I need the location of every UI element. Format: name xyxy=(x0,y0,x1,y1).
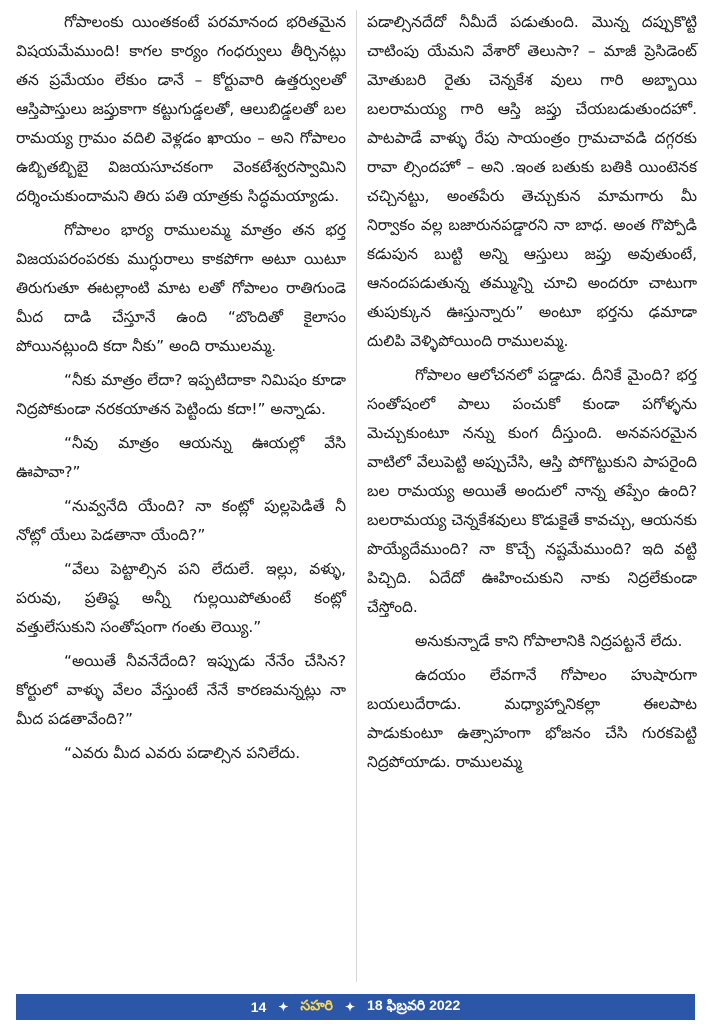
magazine-name: సహరి xyxy=(300,997,333,1013)
paragraph: గోపాలంకు యింతకంటే పరమానంద భరితమైన విషయమేముంది! కాగల కార్యం గంధర్వులు తీర్చినట్లు తన ప్రమేయం లేకుం డానే – కోర్టువారి ఉత్తర్వులతో ఆస్తిపాస్తులు జప్తుకాగా కట్టుగుడ్డలతో, ఆలుబిడ్డలతో బల రామయ్య గ్రామం వదిలి వెళ్లడం ఖాయం – అని గోపాలం ఉబ్బితబ్బిబై విజయసూచకంగా వెంకటేశ్వరస్వామిని దర్శించుకుందామని తిరు పతి యాత్రకు సిద్ధమయ్యాడు. xyxy=(16,13,346,205)
paragraph: అనుకున్నాడే కాని గోపాలానికి నిద్రపట్టనే లేదు. xyxy=(415,632,683,650)
paragraph: “నువ్వనేది యేంది? నా కంట్లో పుల్లపెడితే నీ నోట్లో యేలు పెడతానా యేంది?” xyxy=(16,497,346,544)
paragraph: గోపాలం భార్య రాములమ్మ మాత్రం తన భర్త విజయపరంపరకు ముగ్ధురాలు కాకపోగా అటూ యిటూ తిరుగుతూ ఈటల్లాంటి మాట లతో గోపాలం రాతిగుండె మీద దాడి చేస్తూనే ఉంది “బొందితో కైలాసం పోయినట్లుంది కదా నీకు” అంది రాములమ్మ. xyxy=(16,221,346,355)
paragraph: “నీకు మాత్రం లేదా? ఇప్పటిదాకా నిమిషం కూడా నిద్రపోకుండా నరకయాతన పెట్టిందు కదా!” అన్నాడు. xyxy=(16,371,346,418)
paragraph: గోపాలం ఆలోచనలో పడ్డాడు. దీనికే మైంది? భర్త సంతోషంలో పాలు పంచుకో కుండా పగోళ్ళను మెచ్చుకుంటూ నన్ను కుంగ దీస్తుంది. అనవసరమైన వాటిలో వేలుపెట్టి అప్పుచేసి, ఆస్తి పోగొట్టుకుని పాపరైంది బల రామయ్య అయితే అందులో నాన్న తప్పేం ఉంది? బలరామయ్య చెన్నకేశవులు కొడుకైతే కావచ్చు, ఆయనకు పొయ్యేదేముంది? నా కొచ్చే నష్టమేముంది? ఇది వట్టి పిచ్చిది. ఏదేదో ఊహించుకుని నాకు నిద్రలేకుండా చేస్తోంది. xyxy=(367,366,697,616)
paragraph: ఉదయం లేవగానే గోపాలం హుషారుగా బయలుదేరాడు. మధ్యాహ్నానికల్లా ఈలపాట పాడుకుంటూ ఉత్సాహంగా భోజనం చేసి గురకపెట్టి నిద్రపోయాడు. రాములమ్మ xyxy=(367,666,697,771)
star-separator-icon: ✦ xyxy=(278,1000,289,1014)
left-column xyxy=(16,8,346,773)
page-number: 14 xyxy=(250,999,267,1015)
paragraph: “నీవు మాత్రం ఆయన్ను ఊయల్లో వేసి ఊపావా?” xyxy=(16,434,346,481)
paragraph: “వేలు పెట్టాల్సిన పని లేదులే. ఇల్లు, వళ్ళు, పరువు, ప్రతిష్ఠ అన్నీ గుల్లయిపోతుంటే కంట్లో వత్తులేసుకుని సంతోషంగా గంతు లెయ్యి.” xyxy=(16,560,346,636)
paragraph: “ఎవరు మీద ఎవరు పడాల్సిన పనిలేదు. xyxy=(64,744,301,762)
issue-date: 18 ఫిబ్రవరి 2022 xyxy=(367,997,461,1013)
star-separator-icon: ✦ xyxy=(344,1000,356,1014)
column-divider xyxy=(356,10,357,982)
page-footer xyxy=(16,994,695,1020)
paragraph: “అయితే నీవనేదేంది? ఇప్పుడు నేనేం చేసిన? కోర్టులో వాళ్ళు వేలం వేస్తుంటే నేనే కారణమన్నట్లు నా మీద పడతావేంది?” xyxy=(16,652,346,728)
paragraph: పడాల్సినదేదో నీమీదే పడుతుంది. మొన్న దప్పుకొట్టి చాటింపు యేమని వేశారో తెలుసా? – మాజీ ప్రెసిడెంట్ మోతుబరి రైతు చెన్నకేశ వులు గారి అబ్బాయి బలరామయ్య గారి ఆస్తి జప్తు చేయబడుతుందహో. పాటపాడే వాళ్ళు రేపు సాయంత్రం గ్రామచావడి దగ్గరకు రావా ల్సిందహో – అని .ఇంత బతుకు బతికి యింటెనక చచ్చినట్టు, అంతపేరు తెచ్చుకున మామగారు మీ నిర్వాకం వల్ల బజారునపడ్డారని నా బాధ. అంత గొప్పోడి కడుపున బుట్టి అన్ని ఆస్తులు జప్తు అవుతుంటే, ఆనందపడుతున్న తమ్మున్ని చూచి అందరూ చాటుగా తుపుక్కున ఊస్తున్నారు” అంటూ భర్తను ఢమాడా దులిపి వెళ్ళిపోయింది రాములమ్మ. xyxy=(367,13,697,350)
right-column xyxy=(367,8,697,782)
